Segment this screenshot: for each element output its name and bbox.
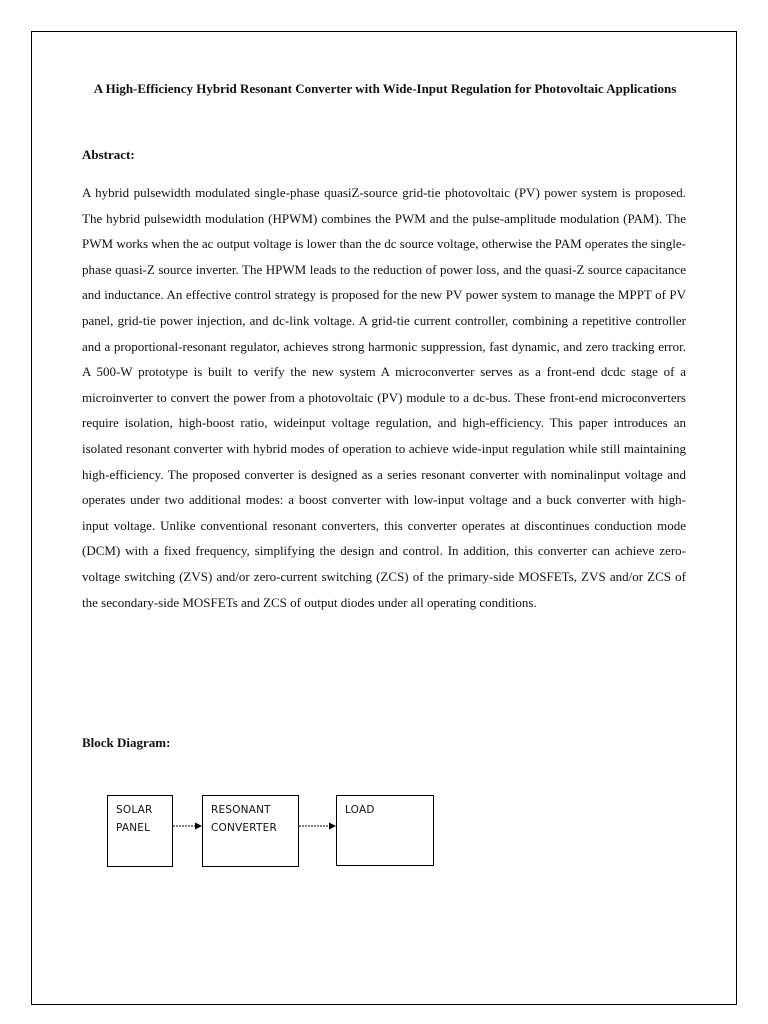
block-label-line: RESONANT [211, 804, 271, 816]
document-title: A High-Efficiency Hybrid Resonant Converter with Wide-Input Regulation for Photovoltaic Applications [93, 81, 677, 96]
block-resonant-converter [202, 795, 299, 867]
block-label-line: CONVERTER [211, 822, 277, 834]
abstract-heading: Abstract: [82, 147, 135, 162]
block-diagram-heading: Block Diagram: [82, 735, 171, 750]
block-label-line: PANEL [116, 822, 151, 834]
block-load [336, 795, 434, 866]
abstract-body: A hybrid pulsewidth modulated single-phase quasiZ-source grid-tie photovoltaic (PV) power system is proposed. The hybrid pulsewidth modulation (HPWM) combines the PWM and the pulse-amplitude modulation (PAM). The PWM works when the ac output voltage is lower than the dc source voltage, otherwise the PAM operates the single-phase quasi-Z source inverter. The HPWM leads to the reduction of power loss, and the quasi-Z source capacitance and inductance. An effective control strategy is proposed for the new PV power system to manage the MPPT of PV panel, grid-tie power injection, and dc-link voltage. A grid-tie current controller, combining a repetitive controller and a proportional-resonant regulator, achieves strong harmonic suppression, fast dynamic, and zero tracking error. A 500-W prototype is built to verify the new system A microconverter serves as a front-end dcdc stage of a microinverter to convert the power from a photovoltaic (PV) module to a dc-bus. These front-end microconverters require isolation, high-boost ratio, wideinput voltage regulation, and high-efficiency. This paper introduces an isolated resonant converter with hybrid modes of operation to achieve wide-input regulation while still maintaining high-efficiency. The proposed converter is designed as a series resonant converter with nominalinput voltage and operates under two additional modes: a boost converter with low-input voltage and a buck converter with high-input voltage. Unlike conventional resonant converters, this converter operates at discontinues conduction mode (DCM) with a fixed frequency, simplifying the design and control. In addition, this converter can achieve zero-voltage switching (ZVS) and/or zero-current switching (ZCS) of the primary-side MOSFETs, ZVS and/or ZCS of the secondary-side MOSFETs and ZCS of output diodes under all operating conditions. [82, 185, 686, 610]
block-label-line: SOLAR [116, 804, 153, 816]
block-solar-panel [107, 795, 173, 867]
block-label-line: LOAD [345, 804, 375, 816]
